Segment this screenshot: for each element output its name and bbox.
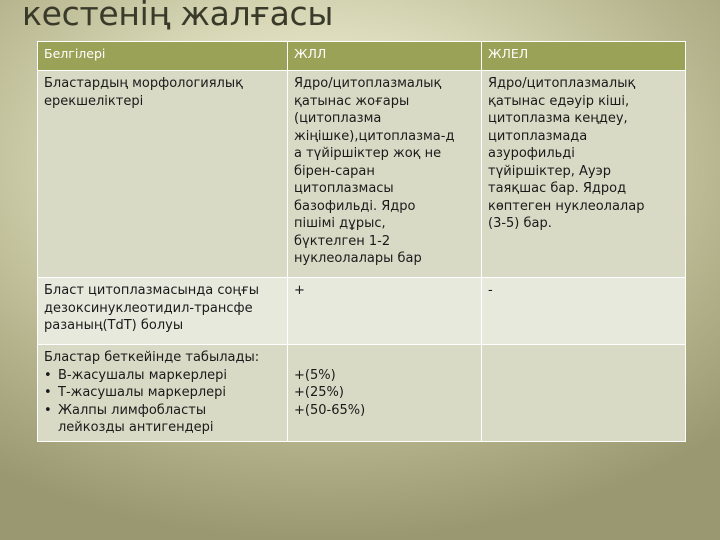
cell-line: (цитоплазма: [294, 111, 382, 126]
cell-line: +(5%): [294, 367, 336, 383]
cell-aml-tdt: -: [482, 278, 686, 345]
marker-list: [44, 367, 281, 437]
cell-line: пішімі дұрыс,: [294, 216, 386, 231]
cell-feature-markers: [38, 345, 288, 442]
cell-line: Жалпы лимфобласты: [58, 402, 207, 418]
cell-feature-morphology: [38, 71, 288, 278]
cell-feature-tdt: [38, 278, 288, 345]
cell-aml-markers: [482, 345, 686, 442]
header-aml: ЖЛЕЛ: [482, 42, 686, 71]
cell-line: +(50-65%): [294, 402, 366, 418]
cell-line: нуклеолалары бар: [294, 251, 422, 266]
cell-line: цитоплазмада: [488, 128, 588, 144]
cell-line: (3-5) бар.: [488, 216, 552, 231]
cell-line: бүктелген 1-2: [294, 233, 391, 249]
cell-line: Бластардың морфологиялық: [44, 76, 243, 91]
cell-line: дезоксинуклеотидил-трансфе: [44, 300, 253, 316]
cell-line: Ядро/цитоплазмалық: [294, 76, 442, 91]
bullet-icon: •: [44, 367, 52, 383]
comparison-table: [37, 41, 686, 442]
header-features: Белгілері: [38, 42, 288, 71]
slide-title: кестенің жалғасы: [22, 0, 334, 33]
bullet-icon: •: [44, 385, 52, 400]
cell-all-markers: [288, 345, 482, 442]
list-item: [44, 384, 281, 402]
cell-line: +(25%): [294, 385, 344, 400]
bullet-icon: •: [44, 402, 52, 418]
cell-line: ерекшеліктері: [44, 93, 144, 109]
cell-line: базофильді. Ядро: [294, 198, 416, 214]
cell-line: цитоплазма кеңдеу,: [488, 111, 628, 126]
header-all: ЖЛЛ: [288, 42, 482, 71]
table-row: [38, 71, 686, 278]
cell-heading: Бластар беткейінде табылады:: [44, 350, 260, 365]
cell-line: Ядро/цитоплазмалық: [488, 76, 636, 91]
cell-line: разаның(TdT) болуы: [44, 318, 184, 333]
cell-line: жіңішке),цитоплазма-д: [294, 128, 455, 144]
cell-line: Бласт цитоплазмасында соңғы: [44, 283, 259, 298]
cell-line: бірен-саран: [294, 163, 375, 179]
list-item: [44, 402, 281, 437]
cell-aml-morphology: [482, 71, 686, 278]
cell-line: В-жасушалы маркерлері: [58, 367, 227, 383]
cell-line: азурофильді: [488, 146, 575, 161]
list-item: [44, 367, 281, 385]
cell-line: таяқшас бар. Ядрод: [488, 181, 627, 196]
table-header-row: [38, 42, 686, 71]
cell-line: [294, 349, 475, 367]
cell-all-morphology: [288, 71, 482, 278]
cell-line: қатынас жоғары: [294, 93, 410, 109]
table-row: [38, 278, 686, 345]
cell-all-tdt: +: [288, 278, 482, 345]
cell-line: а түйіршіктер жоқ не: [294, 146, 442, 161]
cell-line: Т-жасушалы маркерлері: [58, 385, 227, 400]
cell-line: көптеген нуклеолалар: [488, 198, 645, 214]
cell-line: лейкозды антигендері: [58, 420, 214, 435]
cell-line: цитоплазмасы: [294, 181, 394, 196]
cell-line: қатынас едәуір кіші,: [488, 93, 630, 109]
table-row: [38, 345, 686, 442]
cell-line: түйіршіктер, Ауэр: [488, 163, 611, 179]
